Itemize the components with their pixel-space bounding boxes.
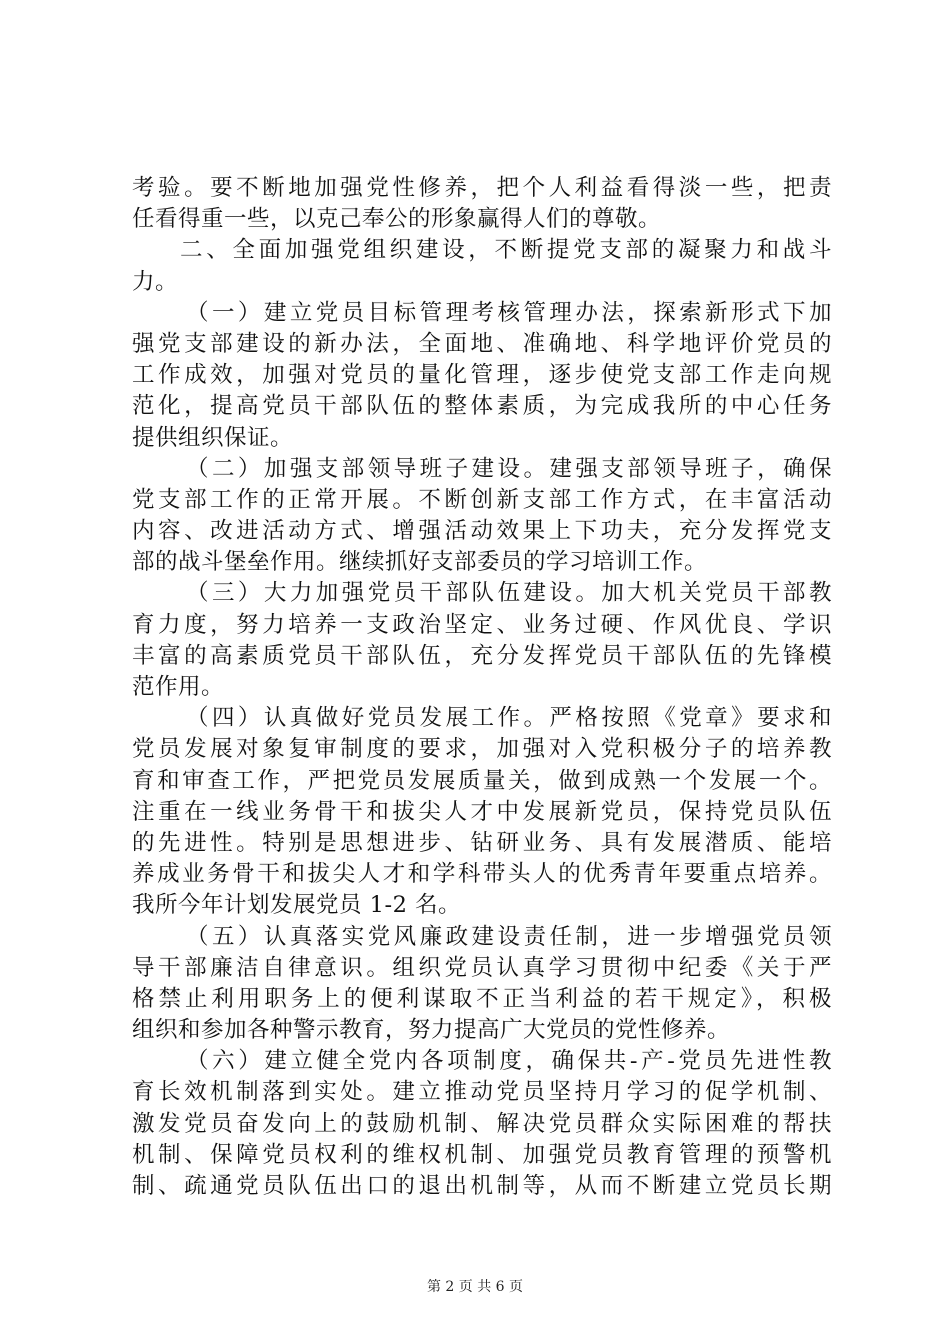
paragraph-5-line: （五）认真落实党风廉政建设责任制，进一步增强党员领 (186, 923, 832, 950)
paragraph-6-line: 激发党员奋发向上的鼓励机制、解决党员群众实际困难的帮扶 (132, 1110, 832, 1137)
paragraph-6-line: 机制、保障党员权利的维权机制、加强党员教育管理的预警机 (132, 1141, 832, 1168)
text-line: 考验。要不断地加强党性修养，把个人利益看得淡一些，把责 (132, 175, 832, 201)
paragraph-2-line: （二）加强支部领导班子建设。建强支部领导班子，确保 (186, 455, 832, 482)
paragraph-4-line: 养成业务骨干和拔尖人才和学科带头人的优秀青年要重点培养。 (132, 861, 832, 888)
section-heading: 二、全面加强党组织建设，不断提党支部的凝聚力和战斗 (180, 237, 832, 264)
paragraph-4-line: （四）认真做好党员发展工作。严格按照《党章》要求和 (186, 705, 832, 732)
text-line: 任看得重一些，以克己奉公的形象赢得人们的尊敬。 (132, 206, 662, 233)
paragraph-1-line: 工作成效，加强对党员的量化管理，逐步使党支部工作走向规 (132, 362, 832, 389)
paragraph-3-line: 范作用。 (132, 674, 225, 700)
paragraph-6-line: 制、疏通党员队伍出口的退出机制等，从而不断建立党员长期 (132, 1173, 832, 1199)
paragraph-4-line: 党员发展对象复审制度的要求，加强对入党积极分子的培养教 (132, 736, 832, 763)
paragraph-1-line: 范化，提高党员干部队伍的整体素质，为完成我所的中心任务 (132, 393, 832, 420)
paragraph-1-line: （一）建立党员目标管理考核管理办法，探索新形式下加 (186, 299, 832, 326)
paragraph-5-line: 导干部廉洁自律意识。组织党员认真学习贯彻中纪委《关于严 (132, 954, 832, 981)
paragraph-1-line: 强党支部建设的新办法，全面地、准确地、科学地评价党员的 (132, 330, 832, 357)
page-number-footer: 第 2 页 共 6 页 (426, 1279, 524, 1295)
paragraph-4-line: 的先进性。特别是思想进步、钻研业务、具有发展潜质、能培 (132, 829, 832, 856)
paragraph-4-line: 注重在一线业务骨干和拔尖人才中发展新党员，保持党员队伍 (132, 798, 832, 825)
paragraph-5-line: 格禁止利用职务上的便利谋取不正当利益的若干规定》，积极 (132, 985, 832, 1012)
paragraph-2-line: 内容、改进活动方式、增强活动效果上下功夫，充分发挥党支 (132, 518, 832, 545)
document-body (132, 173, 832, 1202)
paragraph-2-line: 部的战斗堡垒作用。继续抓好支部委员的学习培训工作。 (132, 549, 708, 576)
paragraph-4-line: 我所今年计划发展党员 1-2 名。 (132, 892, 462, 919)
paragraph-3-line: 育力度，努力培养一支政治坚定、业务过硬、作风优良、学识 (132, 611, 832, 638)
paragraph-6-line: （六）建立健全党内各项制度，确保共-产-党员先进性教 (186, 1048, 832, 1075)
paragraph-6-line: 育长效机制落到实处。建立推动党员坚持月学习的促学机制、 (132, 1079, 832, 1106)
paragraph-1-line: 提供组织保证。 (132, 424, 294, 451)
paragraph-3-line: （三）大力加强党员干部队伍建设。加大机关党员干部教 (186, 580, 832, 607)
paragraph-5-line: 组织和参加各种警示教育，努力提高广大党员的党性修养。 (132, 1017, 731, 1044)
paragraph-4-line: 育和审查工作，严把党员发展质量关，做到成熟一个发展一个。 (132, 767, 832, 794)
paragraph-2-line: 党支部工作的正常开展。不断创新支部工作方式，在丰富活动 (132, 486, 832, 513)
paragraph-3-line: 丰富的高素质党员干部队伍，充分发挥党员干部队伍的先锋模 (132, 642, 832, 669)
section-heading-continued: 力。 (132, 268, 179, 295)
